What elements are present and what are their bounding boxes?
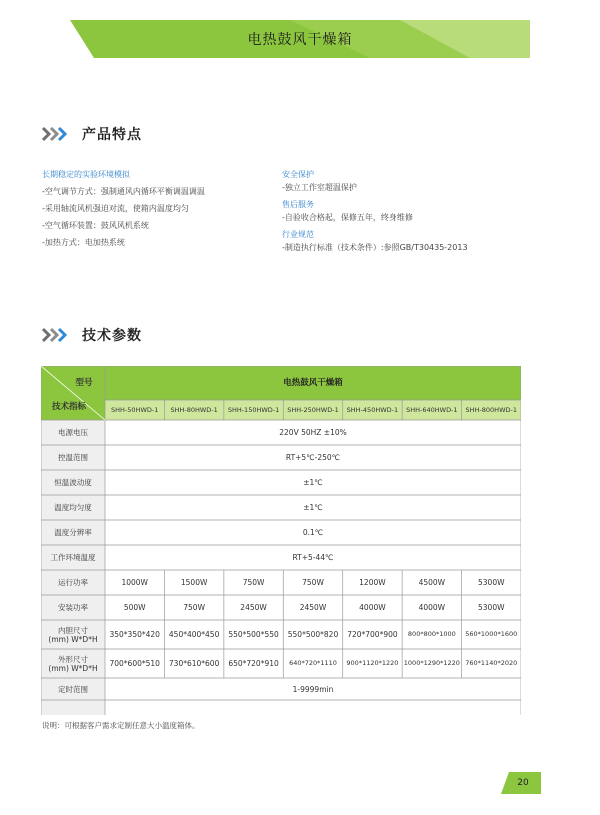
feature-heading: 长期稳定的实验环境模拟 <box>42 170 130 179</box>
row-value: 0.1℃ <box>302 528 324 537</box>
product-name: 电热鼓风干燥箱 <box>283 377 343 388</box>
row-value: 350*350*420 <box>109 630 160 639</box>
features-section-header <box>42 124 142 144</box>
spec-section-header <box>42 325 142 345</box>
row-value: 220V 50HZ ±10% <box>279 428 347 437</box>
row-label: 安装功率 <box>58 603 88 612</box>
model-header: SHH-450HWD-1 <box>346 405 399 414</box>
row-value: 560*1000*1600 <box>465 630 518 638</box>
row-label: 内胆尺寸 (mm) W*D*H <box>48 625 98 644</box>
feature-item: -加热方式：电加热系统 <box>42 238 125 247</box>
row-value: 720*700*900 <box>347 630 398 639</box>
model-header: SHH-80HWD-1 <box>170 405 218 414</box>
row-label: 控温范围 <box>58 453 88 462</box>
row-value: 1000*1290*1220 <box>403 659 460 667</box>
feature-item: -制造执行标准（技术条件）:参照GB/T30435-2013 <box>282 243 468 252</box>
double-chevron-icon <box>42 126 74 142</box>
row-value: 550*500*820 <box>287 630 339 639</box>
row-label: 定时范围 <box>58 684 88 694</box>
header-banner <box>70 20 530 58</box>
feature-heading: 安全保护 <box>282 170 314 179</box>
row-value: 4000W <box>418 603 446 612</box>
feature-item: -独立工作室超温保护 <box>282 183 357 192</box>
row-value: 750W <box>242 578 265 587</box>
row-value: 450*400*450 <box>168 630 220 639</box>
feature-item: -空气循环装置：鼓风风机系统 <box>42 221 149 230</box>
row-value: 730*610*600 <box>168 659 220 668</box>
spec-table <box>41 366 521 715</box>
row-value: 750W <box>302 578 324 587</box>
row-label: 运行功率 <box>58 578 88 587</box>
row-label: 工作环境温度 <box>50 553 96 562</box>
model-header: SHH-250HWD-1 <box>287 405 339 414</box>
corner-label-indicator: 技术指标 <box>51 401 86 412</box>
row-value: 750W <box>183 603 205 612</box>
page-number: 20 <box>517 778 529 788</box>
row-label: 温度均匀度 <box>54 503 92 512</box>
row-value: 800*800*1000 <box>407 630 456 638</box>
model-header: SHH-150HWD-1 <box>227 405 280 414</box>
row-value: 650*720*910 <box>228 659 279 668</box>
feature-item: -自验收合格起，保修五年，终身维修 <box>282 213 413 222</box>
double-chevron-icon <box>42 327 74 343</box>
row-value: 700*600*510 <box>109 659 160 668</box>
row-value: 900*1120*1220 <box>346 659 399 667</box>
model-header: SHH-800HWD-1 <box>465 405 517 414</box>
features-right-column <box>282 168 562 254</box>
model-header: SHH-50HWD-1 <box>111 405 159 414</box>
row-value: ±1℃ <box>303 478 323 487</box>
page-title: 电热鼓风干燥箱 <box>247 32 353 48</box>
row-label: 恒温波动度 <box>54 478 92 487</box>
row-value: 760*1140*2020 <box>465 659 518 667</box>
row-label: 温度分辨率 <box>54 528 92 537</box>
row-value: 2450W <box>240 603 267 612</box>
row-value: 5300W <box>478 578 505 587</box>
row-value: RT+5℃-250℃ <box>285 453 341 462</box>
row-value: 1000W <box>121 578 148 587</box>
row-value: 2450W <box>299 603 327 612</box>
row-value: 4500W <box>418 578 446 587</box>
row-value: RT+5-44℃ <box>292 553 334 562</box>
model-header: SHH-640HWD-1 <box>406 405 458 414</box>
features-title: 产品特点 <box>82 127 142 143</box>
row-value: 500W <box>123 603 146 612</box>
page-number-badge <box>501 772 541 794</box>
row-value: ±1℃ <box>303 503 323 512</box>
feature-heading: 售后服务 <box>282 200 314 209</box>
corner-label-model: 型号 <box>75 377 93 388</box>
row-label: 外形尺寸 (mm) W*D*H <box>48 654 98 673</box>
spec-title: 技术参数 <box>82 328 142 344</box>
row-value: 5300W <box>478 603 505 612</box>
row-value: 640*720*1110 <box>289 659 337 667</box>
features-left-column <box>42 168 272 249</box>
feature-item: -采用轴流风机强迫对流，使箱内温度均匀 <box>42 204 189 213</box>
row-value: 1-9999min <box>292 684 334 694</box>
feature-item: -空气调节方式：强制通风内循环平衡调温调温 <box>42 187 205 196</box>
row-value: 550*500*550 <box>228 630 279 639</box>
row-value: 1200W <box>359 578 386 587</box>
feature-heading: 行业规范 <box>282 230 314 239</box>
row-value: 4000W <box>359 603 386 612</box>
row-value: 1500W <box>180 578 208 587</box>
row-label: 电源电压 <box>58 428 88 437</box>
footnote: 说明：可根据客户需求定制任意大小温度箱体。 <box>42 721 200 730</box>
